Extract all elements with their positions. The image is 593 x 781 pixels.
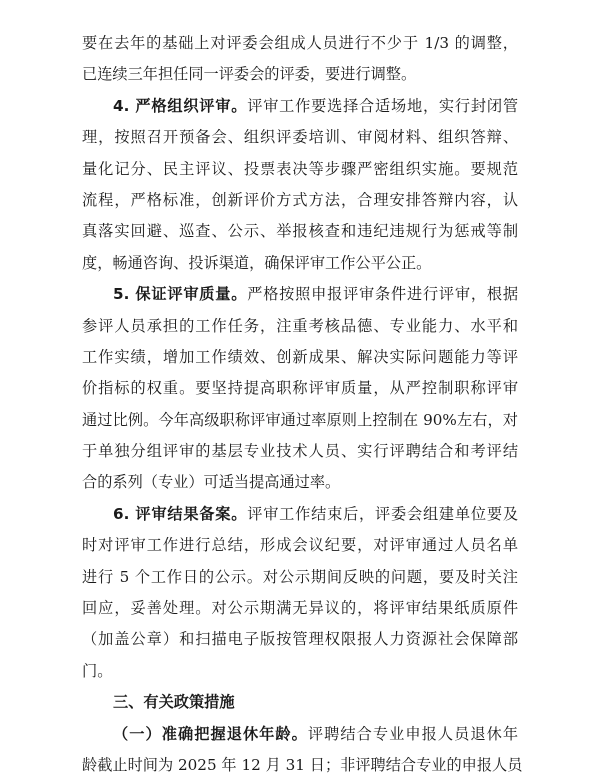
paragraph-text: 评审工作结束后，评委会组建单位要及 — [247, 504, 519, 523]
paragraph-line — [82, 91, 518, 122]
paragraph-line: 时对评审工作进行总结，形成会议纪要，对评审通过人员名单 — [82, 536, 518, 555]
paragraph-line: 真落实回避、巡查、公示、举报核查和违纪违规行为惩戒等制 — [82, 222, 518, 241]
paragraph-line — [82, 719, 518, 750]
item-heading: 4. 严格组织评审。 — [113, 96, 248, 115]
paragraph-line: 进行 5 个工作日的公示。对公示期间反映的问题，要及时关注 — [82, 567, 518, 586]
paragraph-line — [82, 499, 518, 530]
paragraph-text: 严格按照申报评审条件进行评审，根据 — [247, 285, 519, 304]
paragraph-line: 门。 — [82, 661, 113, 680]
paragraph-line: 回应，妥善处理。对公示期满无异议的，将评审结果纸质原件 — [82, 599, 518, 618]
paragraph-line: （加盖公章）和扫描电子版按管理权限报人力资源社会保障部 — [82, 630, 518, 649]
paragraph-line: 合的系列（专业）可适当提高通过率。 — [82, 473, 341, 492]
paragraph-line: 要在去年的基础上对评委会组成人员进行不少于 1/3 的调整， — [82, 34, 518, 52]
paragraph-line: 量化记分、民主评议、投票表决等步骤严密组织实施。要规范 — [82, 159, 518, 178]
paragraph-line: 价指标的权重。要坚持提高职称评审质量，从严控制职称评审 — [82, 379, 518, 398]
paragraph-text: 评审工作要选择合适场地，实行封闭管 — [247, 96, 519, 115]
paragraph-line: 于单独分组评审的基层专业技术人员、实行评聘结合和考评结 — [82, 442, 518, 461]
document-page — [82, 28, 523, 781]
paragraph-line: 参评人员承担的工作任务，注重考核品德、专业能力、水平和 — [82, 316, 518, 335]
paragraph-line: 度，畅通咨询、投诉渠道，确保评审工作公平公正。 — [82, 253, 432, 272]
paragraph-text: 评聘结合专业申报人员退休年 — [307, 724, 518, 743]
paragraph-line: 理，按照召开预备会、组织评委培训、审阅材料、组织答辩、 — [82, 128, 518, 147]
item-heading: 5. 保证评审质量。 — [113, 285, 248, 304]
item-heading: 6. 评审结果备案。 — [113, 504, 248, 523]
paragraph-line — [82, 279, 518, 310]
paragraph-line: 龄截止时间为 2025 年 12 月 31 日；非评聘结合专业的申报人员 — [82, 755, 523, 774]
subsection-heading: （一）准确把握退休年龄。 — [113, 724, 308, 743]
paragraph-line: 已连续三年担任同一评委会的评委，要进行调整。 — [82, 65, 417, 84]
paragraph-line: 通过比例。今年高级职称评审通过率原则上控制在 90%左右，对 — [82, 410, 518, 429]
paragraph-line: 工作实绩，增加工作绩效、创新成果、解决实际问题能力等评 — [82, 347, 518, 366]
paragraph-line: 流程，严格标准，创新评价方式方法，合理安排答辩内容，认 — [82, 190, 518, 209]
section-heading: 三、有关政策措施 — [113, 693, 235, 712]
